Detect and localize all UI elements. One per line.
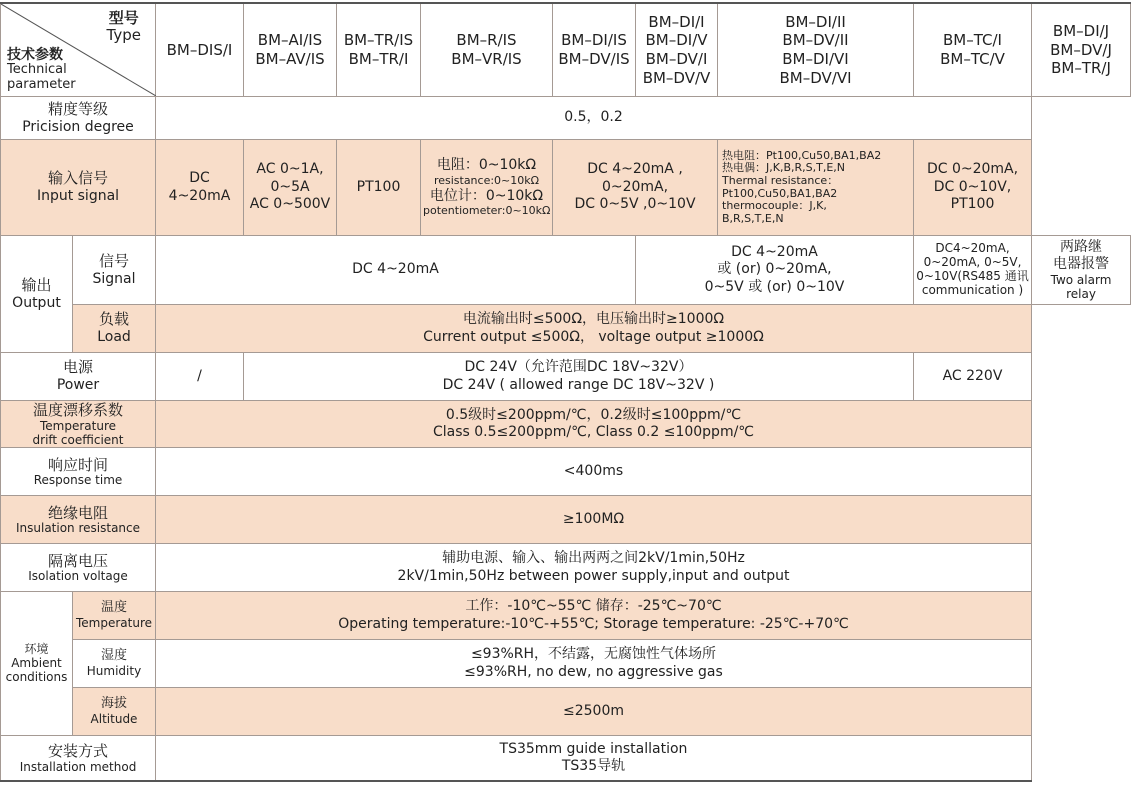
ambient-humidity-row	[1, 640, 1131, 688]
output-signal-row	[1, 236, 1131, 305]
model-col-4: BM–R/IS BM–VR/IS	[421, 3, 553, 97]
header-type-label	[107, 10, 141, 45]
model-col-9: BM–DI/J BM–DV/J BM–TR/J	[1032, 3, 1131, 97]
precision-label: 精度等级 Pricision degree	[1, 97, 156, 140]
input-c1: DC 4~20mA	[156, 140, 244, 236]
ambient-altitude-value: ≤2500m	[156, 688, 1032, 736]
input-c4: 电阻：0~10kΩ resistance:0~10kΩ 电位计：0~10kΩ potentiometer:0~10kΩ	[421, 140, 553, 236]
precision-row	[1, 97, 1131, 140]
output-signal-label: 信号 Signal	[73, 236, 156, 305]
response-value: <400ms	[156, 448, 1032, 496]
ambient-temp-label: 温度 Temperature	[73, 592, 156, 640]
header-param-cn: 技术参数	[7, 47, 63, 64]
output-load-row	[1, 305, 1131, 353]
output-signal-c1: DC 4~20mA	[156, 236, 636, 305]
model-col-2: BM–AI/IS BM–AV/IS	[244, 3, 337, 97]
output-signal-c2: DC 4~20mA 或 (or) 0~20mA, 0~5V 或 (or) 0~10V	[636, 236, 914, 305]
precision-value: 0.5，0.2	[156, 97, 1032, 140]
header-param-en2: parameter	[7, 76, 76, 92]
insulation-label: 绝缘电阻 Insulation resistance	[1, 496, 156, 544]
input-c3: PT100	[337, 140, 421, 236]
ambient-altitude-row	[1, 688, 1131, 736]
isolation-value: 辅助电源、输入、输出两两之间2kV/1min,50Hz 2kV/1min,50Hz between power supply,input and output	[156, 544, 1032, 592]
input-c7: DC 0~20mA, DC 0~10V, PT100	[914, 140, 1032, 236]
output-load-value: 电流输出时≤500Ω，电压输出时≥1000Ω Current output ≤500Ω， voltage output ≥1000Ω	[156, 305, 1032, 353]
ambient-label: 环境 Ambient conditions	[1, 592, 73, 736]
drift-value: 0.5级时≤200ppm/℃，0.2级时≤100ppm/℃ Class 0.5≤200ppm/℃, Class 0.2 ≤100ppm/℃	[156, 401, 1032, 448]
ambient-humidity-label: 湿度 Humidity	[73, 640, 156, 688]
model-col-8: BM–TC/I BM–TC/V	[914, 3, 1032, 97]
output-load-label: 负载 Load	[73, 305, 156, 353]
insulation-value: ≥100MΩ	[156, 496, 1032, 544]
ambient-temp-row	[1, 592, 1131, 640]
ambient-altitude-label: 海拔 Altitude	[73, 688, 156, 736]
isolation-row	[1, 544, 1131, 592]
input-label: 输入信号 Input signal	[1, 140, 156, 236]
install-value: TS35mm guide installation TS35导轨	[156, 736, 1032, 781]
power-c2: DC 24V（允许范围DC 18V~32V） DC 24V ( allowed range DC 18V~32V )	[244, 353, 914, 401]
output-label: 输出 Output	[1, 236, 73, 353]
insulation-row	[1, 496, 1131, 544]
drift-label: 温度漂移系数 Temperature drift coefficient	[1, 401, 156, 448]
header-row	[1, 3, 1131, 97]
power-row	[1, 353, 1131, 401]
power-c3: AC 220V	[914, 353, 1032, 401]
model-col-6: BM–DI/I BM–DI/V BM–DV/I BM–DV/V	[636, 3, 718, 97]
header-param-label	[7, 48, 76, 92]
header-param-en1: Technical	[7, 62, 67, 78]
header-type-cn: 型号	[108, 9, 139, 27]
header-type-en: Type	[106, 26, 141, 45]
input-c5: DC 4~20mA , 0~20mA, DC 0~5V ,0~10V	[553, 140, 718, 236]
output-signal-c3: DC4~20mA, 0~20mA, 0~5V, 0~10V(RS485 通讯 communication )	[914, 236, 1032, 305]
install-row	[1, 736, 1131, 781]
header-corner-cell	[1, 3, 156, 97]
ambient-temp-value: 工作：-10℃~55℃ 储存：-25℃~70℃ Operating temperature:-10℃-+55℃; Storage temperature: -25℃-+70℃	[156, 592, 1032, 640]
output-signal-c4: 两路继 电器报警 Two alarm relay	[1032, 236, 1131, 305]
spec-table	[0, 2, 1131, 782]
power-label: 电源 Power	[1, 353, 156, 401]
response-row	[1, 448, 1131, 496]
ambient-humidity-value: ≤93%RH，不结露，无腐蚀性气体场所 ≤93%RH, no dew, no aggressive gas	[156, 640, 1032, 688]
model-col-5: BM–DI/IS BM–DV/IS	[553, 3, 636, 97]
model-col-1: BM–DIS/I	[156, 3, 244, 97]
drift-row	[1, 401, 1131, 448]
isolation-label: 隔离电压 Isolation voltage	[1, 544, 156, 592]
install-label: 安装方式 Installation method	[1, 736, 156, 781]
model-col-3: BM–TR/IS BM–TR/I	[337, 3, 421, 97]
power-c1: /	[156, 353, 244, 401]
input-c6: 热电阻：Pt100,Cu50,BA1,BA2 热电偶：J,K,B,R,S,T,E,N Thermal resistance： Pt100,Cu50,BA1,BA2 thermocouple：J,K, B,R,S,T,E,N	[718, 140, 914, 236]
model-col-7: BM–DI/II BM–DV/II BM–DI/VI BM–DV/VI	[718, 3, 914, 97]
input-row	[1, 140, 1131, 236]
response-label: 响应时间 Response time	[1, 448, 156, 496]
input-c2: AC 0~1A, 0~5A AC 0~500V	[244, 140, 337, 236]
